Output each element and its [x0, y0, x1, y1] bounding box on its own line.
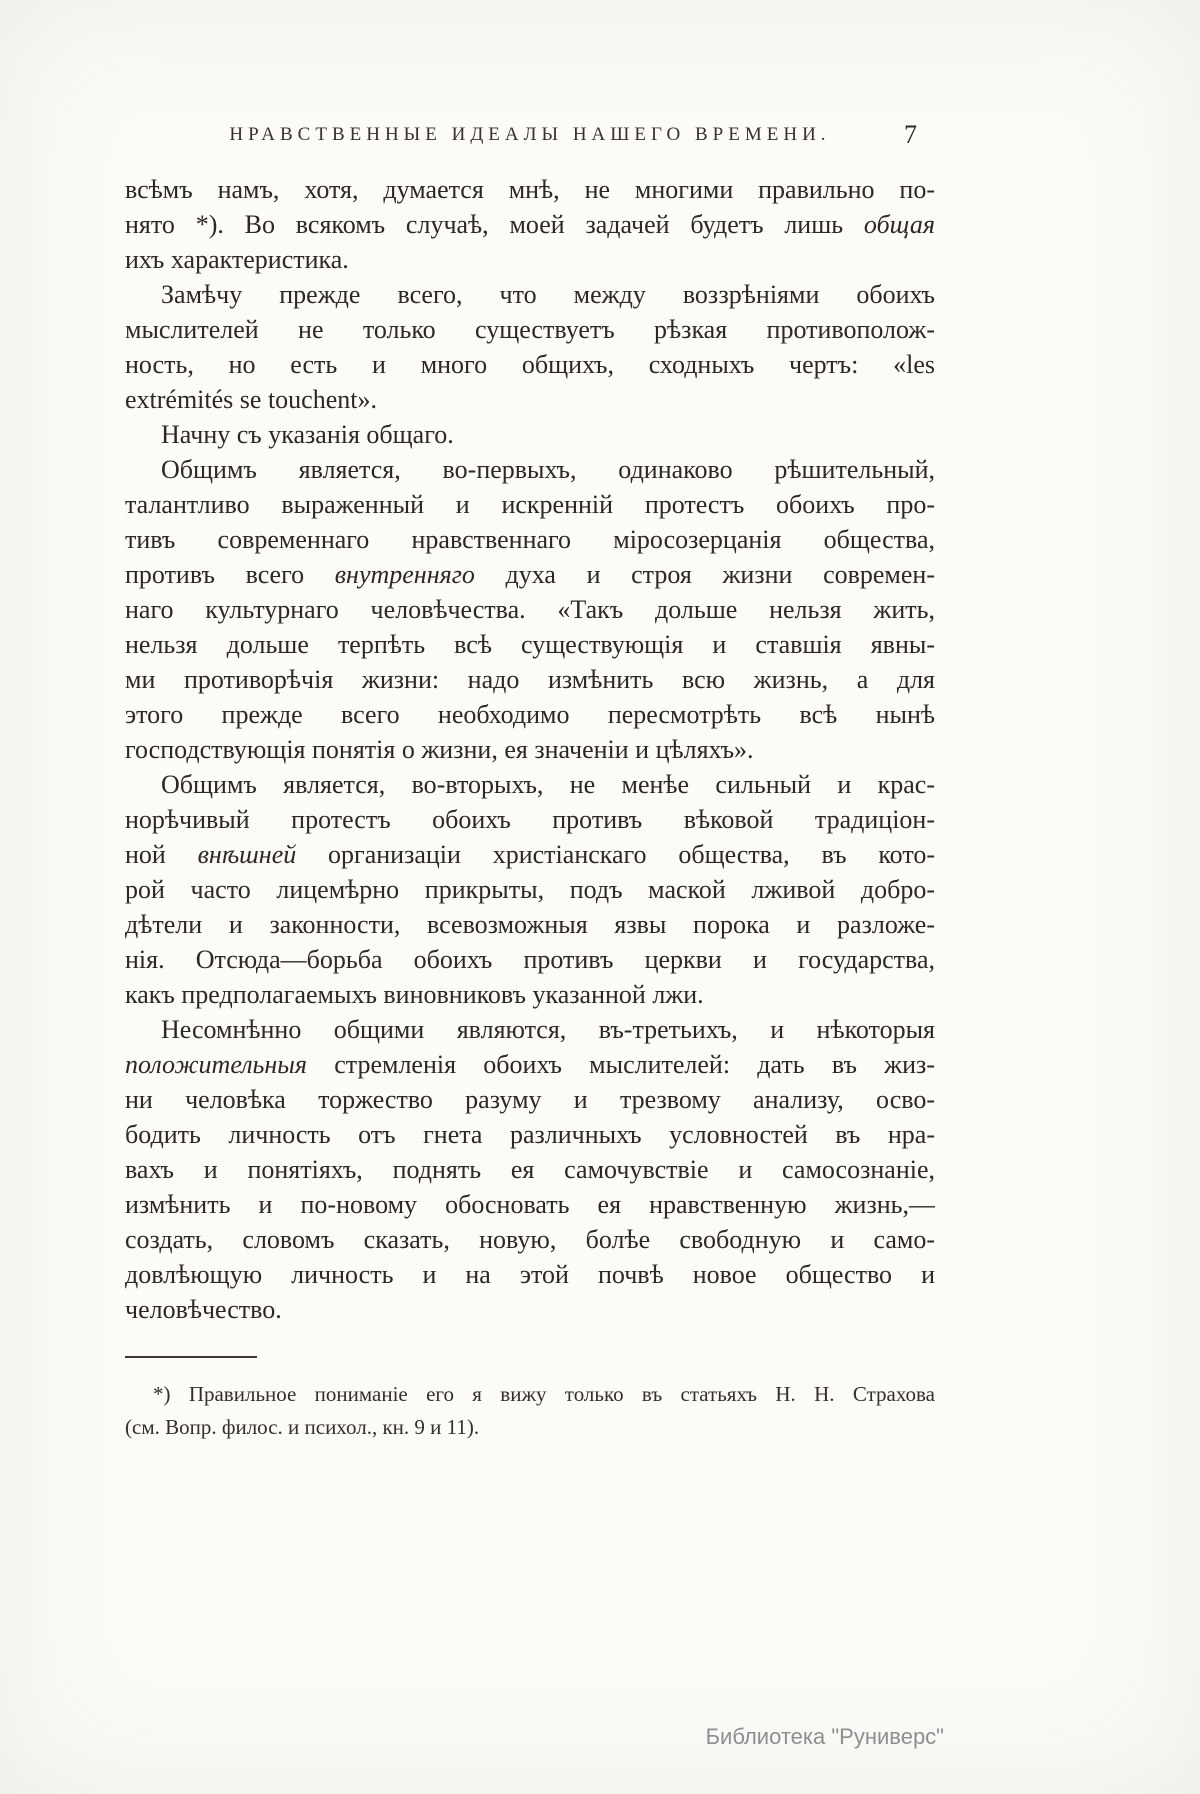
text-line: ность, но есть и много общихъ, сходныхъ чертъ: «les	[125, 350, 935, 379]
text-line: ни человѣка торжество разуму и трезвому анализу, осво-	[125, 1085, 935, 1114]
text-line: дѣтели и законности, всевозможныя язвы порока и разложе-	[125, 910, 935, 939]
text-line	[125, 207, 935, 242]
chapter-title: НРАВСТВЕННЫЕ ИДЕАЛЫ НАШЕГО ВРЕМЕНИ.	[229, 124, 831, 145]
text-line: Замѣчу прежде всего, что между воззрѣніями обоихъ	[161, 280, 935, 309]
text-line: Несомнѣнно общими являются, въ-третьихъ, и нѣкоторыя	[161, 1015, 935, 1044]
paragraph	[125, 1012, 935, 1327]
italic-text: общая	[863, 210, 935, 239]
paragraph	[125, 452, 935, 767]
text-line: всѣмъ намъ, хотя, думается мнѣ, не многими правильно по-	[125, 175, 935, 204]
italic-text: положительныя	[125, 1050, 307, 1079]
text-line: Общимъ является, во-вторыхъ, не менѣе сильный и крас-	[161, 770, 935, 799]
text-segment: организаціи христіанскаго общества, въ кото-	[296, 840, 935, 869]
text-line	[125, 1047, 935, 1082]
text-line: вахъ и понятіяхъ, поднять ея самочувствіе и самосознаніе,	[125, 1155, 935, 1184]
running-header	[125, 120, 935, 158]
text-line: человѣчество.	[125, 1295, 282, 1324]
text-line: нія. Отсюда—борьба обоихъ противъ церкви и государства,	[125, 945, 935, 974]
text-line: бодить личность отъ гнета различныхъ условностей въ нра-	[125, 1120, 935, 1149]
text-line: мыслителей не только существуетъ рѣзкая противополож-	[125, 315, 935, 344]
text-segment: ной	[125, 840, 198, 869]
library-watermark: Библиотека "Руниверс"	[705, 1724, 944, 1749]
text-segment: стремленія обоихъ мыслителей: дать въ жиз-	[306, 1050, 935, 1079]
text-line: Общимъ является, во-первыхъ, одинаково рѣшительный,	[161, 455, 935, 484]
text-segment: нято *). Во всякомъ случаѣ, моей задачей будетъ лишь	[125, 210, 864, 239]
text-line	[125, 837, 935, 872]
footnote-line: *) Правильное пониманіе его я вижу только въ статьяхъ Н. Н. Страхова	[153, 1382, 935, 1406]
text-line: этого прежде всего необходимо пересмотрѣть всѣ нынѣ	[125, 700, 935, 729]
text-segment: духа и строя жизни современ-	[474, 560, 935, 589]
text-line	[125, 557, 935, 592]
text-line: какъ предполагаемыхъ виновниковъ указанной лжи.	[125, 980, 704, 1009]
text-line: рой часто лицемѣрно прикрыты, подъ маской лживой добро-	[125, 875, 935, 904]
footnote-line: (см. Вопр. филос. и психол., кн. 9 и 11).	[125, 1415, 480, 1439]
text-line: довлѣющую личность и на этой почвѣ новое общество и	[125, 1260, 935, 1289]
italic-text: внутренняго	[334, 560, 475, 589]
text-line: норѣчивый протестъ обоихъ противъ вѣковой традиціон-	[125, 805, 935, 834]
text-line: талантливо выраженный и искренній протестъ обоихъ про-	[125, 490, 935, 519]
text-line: наго культурнаго человѣчества. «Такъ дольше нельзя жить,	[125, 595, 935, 624]
paragraph	[125, 172, 935, 277]
italic-text: внѣшней	[197, 840, 297, 869]
paragraph	[125, 277, 935, 417]
text-line: тивъ современнаго нравственнаго міросозерцанія общества,	[125, 525, 935, 554]
text-line: ихъ характеристика.	[125, 245, 349, 274]
text-line: extrémités se touchent».	[125, 385, 377, 414]
footnote	[125, 1378, 935, 1444]
text-line: господствующія понятія о жизни, ея значеніи и цѣляхъ».	[125, 735, 754, 764]
page-number: 7	[904, 120, 917, 149]
footnote-divider	[125, 1356, 257, 1358]
paragraph	[125, 417, 935, 452]
text-line: создать, словомъ сказать, новую, болѣе свободную и само-	[125, 1225, 935, 1254]
text-segment: противъ всего	[125, 560, 335, 589]
paragraph	[125, 767, 935, 1012]
text-line: измѣнить и по-новому обосновать ея нравственную жизнь,—	[125, 1190, 935, 1219]
text-line: ми противорѣчія жизни: надо измѣнить всю жизнь, а для	[125, 665, 935, 694]
text-line: нельзя дольше терпѣть всѣ существующія и ставшія явны-	[125, 630, 935, 659]
page-body	[125, 172, 935, 1327]
text-line: Начну съ указанія общаго.	[161, 420, 454, 449]
